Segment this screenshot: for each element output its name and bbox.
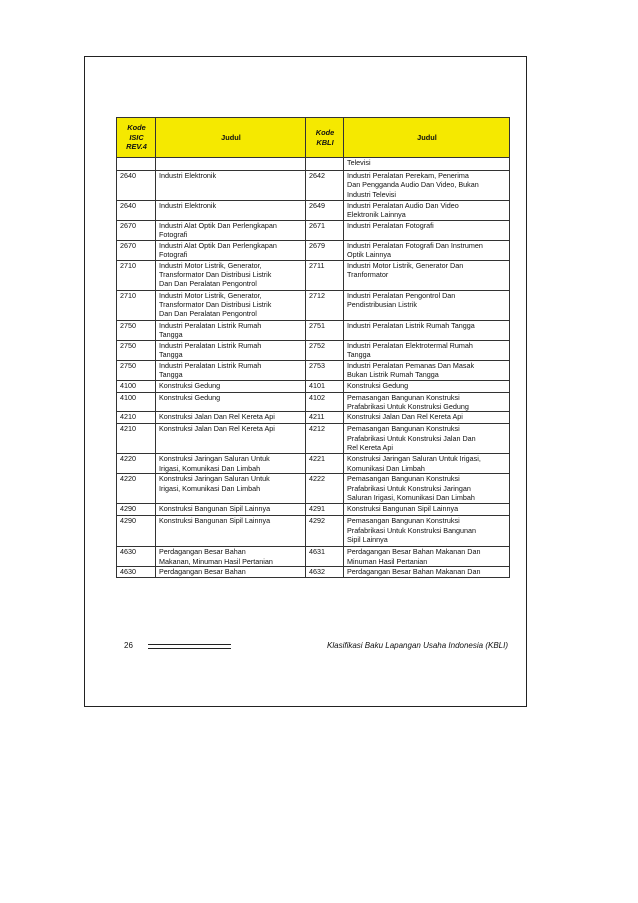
- isic-title-cell: Industri Elektronik: [156, 171, 306, 201]
- isic-title-cell: Industri Peralatan Listrik Rumah Tangga: [156, 360, 306, 380]
- isic-title-cell: Perdagangan Besar Bahan Makanan, Minuman Hasil Pertanian: [156, 547, 306, 567]
- isic-code-cell: 4100: [117, 380, 156, 392]
- isic-title-cell: Industri Peralatan Listrik Rumah Tangga: [156, 320, 306, 340]
- isic-code-cell: 4290: [117, 516, 156, 547]
- table-row: [117, 158, 510, 171]
- kbli-code-cell: 4222: [306, 474, 344, 504]
- table-row: [117, 392, 510, 412]
- isic-title-cell: Konstruksi Gedung: [156, 380, 306, 392]
- kbli-title-cell: Industri Peralatan Elektrotermal Rumah Tangga: [344, 340, 510, 360]
- table-row: [117, 380, 510, 392]
- isic-title-cell: Konstruksi Bangunan Sipil Lainnya: [156, 504, 306, 516]
- isic-title-cell: Konstruksi Jaringan Saluran Untuk Irigasi, Komunikasi Dan Limbah: [156, 474, 306, 504]
- table-row: [117, 516, 510, 547]
- isic-title-cell: Konstruksi Gedung: [156, 392, 306, 412]
- isic-title-cell: Industri Peralatan Listrik Rumah Tangga: [156, 340, 306, 360]
- isic-code-header: Kode ISIC REV.4: [117, 118, 156, 158]
- isic-code-cell: 2710: [117, 290, 156, 320]
- table-row: [117, 547, 510, 567]
- kbli-code-cell: 2753: [306, 360, 344, 380]
- kbli-table: [116, 117, 510, 578]
- table-row: [117, 340, 510, 360]
- table-row: [117, 360, 510, 380]
- kbli-title-header: Judul: [344, 118, 510, 158]
- kbli-code-cell: 2679: [306, 240, 344, 260]
- table-row: [117, 290, 510, 320]
- isic-code-cell: 2750: [117, 320, 156, 340]
- isic-code-cell: [117, 158, 156, 171]
- table-row: [117, 320, 510, 340]
- kbli-title-cell: Industri Peralatan Audio Dan Video Elektronik Lainnya: [344, 201, 510, 221]
- isic-code-cell: 2670: [117, 240, 156, 260]
- isic-code-cell: 2640: [117, 171, 156, 201]
- isic-title-cell: Perdagangan Besar Bahan: [156, 567, 306, 578]
- kbli-code-cell: 4291: [306, 504, 344, 516]
- table-row: [117, 221, 510, 241]
- table-row: [117, 240, 510, 260]
- kbli-title-cell: Konstruksi Jalan Dan Rel Kereta Api: [344, 412, 510, 424]
- kbli-code-cell: 4102: [306, 392, 344, 412]
- isic-code-cell: 2750: [117, 360, 156, 380]
- table-row: [117, 424, 510, 454]
- kbli-code-cell: 2649: [306, 201, 344, 221]
- kbli-code-cell: 2711: [306, 260, 344, 290]
- isic-title-cell: Konstruksi Jaringan Saluran Untuk Irigasi, Komunikasi Dan Limbah: [156, 454, 306, 474]
- isic-code-cell: 4220: [117, 474, 156, 504]
- isic-code-cell: 4630: [117, 567, 156, 578]
- page-footer: [118, 640, 510, 654]
- kbli-code-cell: 4632: [306, 567, 344, 578]
- kbli-code-cell: 2751: [306, 320, 344, 340]
- page-number: 26: [124, 641, 133, 650]
- kbli-title-cell: Perdagangan Besar Bahan Makanan Dan Minuman Hasil Pertanian: [344, 547, 510, 567]
- kbli-code-cell: 2752: [306, 340, 344, 360]
- isic-title-cell: Industri Motor Listrik, Generator, Transformator Dan Distribusi Listrik Dan Dan Peralatan Pengontrol: [156, 260, 306, 290]
- kbli-title-cell: Perdagangan Besar Bahan Makanan Dan: [344, 567, 510, 578]
- kbli-title-cell: Pemasangan Bangunan Konstruksi Prafabrikasi Untuk Konstruksi Jalan Dan Rel Kereta Api: [344, 424, 510, 454]
- isic-title-cell: Konstruksi Jalan Dan Rel Kereta Api: [156, 424, 306, 454]
- table-header-row: [117, 118, 510, 158]
- isic-code-cell: 4630: [117, 547, 156, 567]
- isic-title-header: Judul: [156, 118, 306, 158]
- footer-double-rule: [148, 644, 231, 649]
- table-row: [117, 201, 510, 221]
- kbli-code-cell: 4101: [306, 380, 344, 392]
- table-row: [117, 567, 510, 578]
- table-row: [117, 260, 510, 290]
- kbli-title-cell: Konstruksi Bangunan Sipil Lainnya: [344, 504, 510, 516]
- kbli-code-cell: 4292: [306, 516, 344, 547]
- kbli-title-cell: Konstruksi Gedung: [344, 380, 510, 392]
- kbli-title-cell: Industri Peralatan Listrik Rumah Tangga: [344, 320, 510, 340]
- isic-title-cell: Konstruksi Jalan Dan Rel Kereta Api: [156, 412, 306, 424]
- isic-code-cell: 2750: [117, 340, 156, 360]
- isic-code-cell: 4210: [117, 412, 156, 424]
- kbli-title-cell: Industri Peralatan Perekam, Penerima Dan Pengganda Audio Dan Video, Bukan Industri Televisi: [344, 171, 510, 201]
- isic-title-cell: Industri Motor Listrik, Generator, Transformator Dan Distribusi Listrik Dan Dan Peralatan Pengontrol: [156, 290, 306, 320]
- kbli-title-cell: Industri Peralatan Pengontrol Dan Pendistribusian Listrik: [344, 290, 510, 320]
- kbli-title-cell: Pemasangan Bangunan Konstruksi Prafabrikasi Untuk Konstruksi Jaringan Saluran Irigasi, Komunikasi Dan Limbah: [344, 474, 510, 504]
- footer-title: Klasifikasi Baku Lapangan Usaha Indonesia (KBLI): [327, 641, 508, 650]
- isic-code-cell: 2710: [117, 260, 156, 290]
- kbli-code-cell: 4631: [306, 547, 344, 567]
- isic-title-cell: Konstruksi Bangunan Sipil Lainnya: [156, 516, 306, 547]
- kbli-title-cell: Industri Peralatan Fotografi: [344, 221, 510, 241]
- isic-code-cell: 4290: [117, 504, 156, 516]
- table-row: [117, 504, 510, 516]
- kbli-title-cell: Industri Peralatan Fotografi Dan Instrumen Optik Lainnya: [344, 240, 510, 260]
- kbli-title-cell: Konstruksi Jaringan Saluran Untuk Irigasi, Komunikasi Dan Limbah: [344, 454, 510, 474]
- kbli-code-cell: 2642: [306, 171, 344, 201]
- table-row: [117, 474, 510, 504]
- table-row: [117, 454, 510, 474]
- isic-code-cell: 4210: [117, 424, 156, 454]
- kbli-code-cell: 4221: [306, 454, 344, 474]
- kbli-code-header: Kode KBLI: [306, 118, 344, 158]
- kbli-code-cell: 4211: [306, 412, 344, 424]
- kbli-title-cell: Televisi: [344, 158, 510, 171]
- isic-title-cell: Industri Elektronik: [156, 201, 306, 221]
- isic-title-cell: [156, 158, 306, 171]
- table-row: [117, 412, 510, 424]
- isic-code-cell: 2670: [117, 221, 156, 241]
- kbli-title-cell: Pemasangan Bangunan Konstruksi Prafabrikasi Untuk Konstruksi Gedung: [344, 392, 510, 412]
- isic-code-cell: 4100: [117, 392, 156, 412]
- kbli-code-cell: [306, 158, 344, 171]
- isic-code-cell: 4220: [117, 454, 156, 474]
- table-row: [117, 171, 510, 201]
- kbli-title-cell: Pemasangan Bangunan Konstruksi Prafabrikasi Untuk Konstruksi Bangunan Sipil Lainnya: [344, 516, 510, 547]
- kbli-title-cell: Industri Peralatan Pemanas Dan Masak Bukan Listrik Rumah Tangga: [344, 360, 510, 380]
- isic-title-cell: Industri Alat Optik Dan Perlengkapan Fotografi: [156, 221, 306, 241]
- isic-code-cell: 2640: [117, 201, 156, 221]
- kbli-code-cell: 4212: [306, 424, 344, 454]
- kbli-title-cell: Industri Motor Listrik, Generator Dan Tranformator: [344, 260, 510, 290]
- kbli-code-cell: 2712: [306, 290, 344, 320]
- kbli-code-cell: 2671: [306, 221, 344, 241]
- table-body: [117, 158, 510, 578]
- isic-title-cell: Industri Alat Optik Dan Perlengkapan Fotografi: [156, 240, 306, 260]
